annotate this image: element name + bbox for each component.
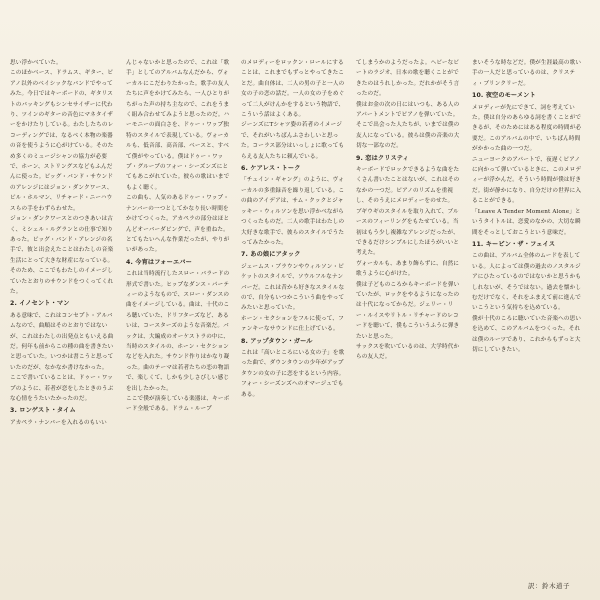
- paragraph: 僕は子どものころからキーボードを弾いていたが、ロックをやるようになったのは十代になってからだ。ジェリー・リー・ルイスやリトル・リチャードのレコードを聴いて、僕もこういうふうに弾きたいと思った。: [356, 281, 460, 340]
- text-column-5: [472, 58, 582, 568]
- paragraph: アカペラ・ナンバーを入れるのもいい: [10, 419, 107, 426]
- section-heading: 4. 今宵はフォーエバー: [126, 258, 192, 266]
- paragraph: んじゃないかと思ったので、これは「歌手」としてのアルバムなんだから、ヴォーカルにこだわりたかった。歌手の友人たちに声をかけてみたら、一人ひとりがちがった声の持ち主なので、これをうまく組み合わせてみようと思ったのだ。ハーモニーの面白さを、ドゥー・ワップ独特のスタイルで表現している。ヴォーカルも、低音部、高音部、ベースと、すべて僕がやっている。僕はドゥー・ワップ・グループのフォー・シーズンズにとてもあこがれていた。彼らの歌はいまでもよく聴く。: [126, 60, 230, 191]
- paragraph: のメロディーをロックン・ロールにすることは、これまでもずっとやってきたことだ。曲自体は、二人の男の子と一人の女の子の恋の話だ。一人の女の子をめぐって二人がけんかをするという物語で、こういう話はよくある。: [241, 60, 345, 119]
- paragraph: 「Leave A Tender Moment Alone」というタイトルは、恋愛のなかの、大切な瞬間をそっとしておこうという意味だ。: [472, 208, 581, 236]
- paragraph: これは当時流行したスロー・バラードの形式で書いた。ヒップなダンス・パーティーのようなもので、スロー・ダンスの曲をイメージしている。曲は、十代のころ聴いていた、ドリフターズなど、あるいは、コースターズのような音楽だ。バックは、大編成のオーケストラの中に、当時のスタイルの、ホーン・セクションなどを入れた。サウンド作りはかなり凝った。曲のテーマは若者たちの恋の物語で、楽しくて、しかも少しさびしい感じを出したかった。: [126, 271, 230, 392]
- paragraph: ブギウギのスタイルを取り入れて、ブルースのフィーリングをもたせている。当初はもう少し複雑なアレンジだったが、できるだけシンプルにしたほうがいいと考えた。: [356, 208, 460, 257]
- paragraph: ニューヨークのアパートで、夜遅くピアノに向かって弾いているときに、このメロディーが浮かんだ。そういう時間が僕は好きだ。街が静かになり、自分だけの世界に入ることができる。: [472, 156, 582, 205]
- paragraph: サックスを吹いているのは、大学時代からの友人だ。: [356, 343, 460, 361]
- text-column-4: [356, 58, 462, 568]
- section-heading: 7. あの娘にアタック: [241, 251, 301, 259]
- paragraph: ここで書いていることは、ドゥー・ワップのように、若者が恋をしたときのうぶな心情をうたいたかったのだ。: [10, 375, 114, 402]
- paragraph: てしまうかのようだったよ。ヘビーなビートのラジオ、日本の歌を聴くことができたのはうれしかった。だれかがそう言ったのだ。: [356, 60, 460, 98]
- text-column-2: [126, 58, 232, 568]
- paragraph: ジェームス・ブラウンやウィルソン・ピケットのスタイルで、ソウルフルなナンバーだ。これは昔から好きなスタイルなので、自分もいつかこういう曲をやってみたいと思っていた。: [241, 263, 345, 312]
- text-column-1: [10, 58, 116, 568]
- paragraph: メロディーが先にできて、詞を考えていた。僕は自分のあらゆる詞を書くことができるが、そのためにはある程度の時間が必要だ。このアルバムの中で、いちばん時間がかかった曲の一つだ。: [472, 104, 582, 153]
- paragraph: このほかベース、ドラムス、ギター、ピアノ以外のベイシックなバンドでやってみた。今日ではキーボードの、ギタリストのバッキングもシンセサイザーに代わり、ツインのギターの音色にマネタイザーをかけたりしている。わたしたちのレコーディングでは、なるべく本物の楽器の音を使うように心がけている。そのため多くのミュージシャンの協力が必要で、ホーン、ストリングスなどもふんだんに使った。ビッグ・バンド・サウンドのアレンジにはジョン・ダンクワース、ビル・ホルマン、リチャード・ニーハウスらの手をわずらわせた。: [10, 70, 114, 212]
- section-heading: 10. 夜空のモーメント: [472, 92, 536, 100]
- paragraph: ホーン・セクションをフルに使って、ファンキーなサウンドに仕上げている。: [241, 315, 344, 333]
- section-heading: 8. アップタウン・ガール: [241, 337, 313, 345]
- paragraph: ジーンズにTシャツ姿の若者のイメージで、それがいちばんふさわしいと思った。コーラス部分はいっしょに歌ってもらえる友人たちに頼んでいる。: [241, 122, 345, 160]
- section-heading: 9. 恋はクリスティ: [356, 154, 409, 162]
- translator-credit: 訳：鈴木道子: [528, 582, 570, 590]
- paragraph: これは「高いところにいる女の子」を歌った曲で、ダウンタウンの少年がアップタウンの女の子に恋をするという内容。フォー・シーズンズへのオマージュでもある。: [241, 349, 345, 398]
- paragraph: 僕はお金の次の日にはいつも、ある人のアパートメントでピアノを弾いていた。そこで出会った人たちが、いまでは僕の友人になっている。彼らは僕の音楽の大切な一部なのだ。: [356, 101, 460, 150]
- text-column-3: [241, 58, 347, 568]
- section-heading: 11. キーピン・ザ・フェイス: [472, 240, 556, 248]
- paragraph: まいそうな時などだ。僕が生涯最高の歌い手の一人だと思っているのは、クリスティ・ブリンクリーだ。: [472, 60, 582, 87]
- paragraph: この曲は、アルバム全体のムードを表している。人によっては僕の過去のノスタルジアにひたっているのではないかと思うかもしれないが、そうではない。過去を懐かしむだけでなく、それをふまえて前に進んでいこうという気持ちを込めている。: [472, 253, 582, 312]
- paragraph: 思い浮かべていた。: [10, 60, 62, 66]
- section-heading: 6. ケアレス・トーク: [241, 165, 301, 173]
- paragraph: ヴォーカルも、あまり飾らずに、自然に歌うように心がけた。: [356, 260, 460, 278]
- paragraph: ある意味で、これはコンセプト・アルバムなので、曲順はそのとおりではないが、これはわたしの出発点ともいえる曲だ。何年も前からこの種の曲を書きたいと思っていた。いつかは書こうと思っていたのだが、なかなか書けなかった。: [10, 312, 114, 371]
- paragraph: この曲も、人気のあるドゥー・ワップ・ナンバーの一つとしてかなり長い時間をかけてつくった。アカペラの部分はほとんどオーバーダビングで、声を重ねた。とてもたいへんな作業だったが、やりがいがあった。: [126, 195, 230, 254]
- paragraph: 「チェイン・ギャング」のように、ヴォーカルの多重録音を繰り返している。この曲のアイデアは、サム・クックとジャッキー・ウィルソンを思い浮かべながらつくったものだ。二人の歌手はわたしの大好きな歌手で、彼らのスタイルでうたってみたかった。: [241, 177, 345, 246]
- section-heading: 2. イノセント・マン: [10, 300, 70, 308]
- paragraph: キーボードでロックできるような曲をたくさん書いたことはないが、これはそのなかの一つだ。ピアノのリズムを重視し、そのうえにメロディーをのせた。: [356, 167, 460, 205]
- paragraph: ここで僕が演奏している楽器は、キーボード全般である。ドラム・ループ: [126, 396, 230, 413]
- paragraph: ジョン・ダンクワースとのつきあいは古く、ミシェル・ルグランとの仕事で知りあった。ビッグ・バンド・アレンジの名手で、彼と出会えたことはわたしの音楽生活にとって大きな財産になっている。そのため、ここでもわたしのイメージしていたとおりのサウンドをつくってくれた。: [10, 216, 114, 295]
- section-heading: 3. ロンゲスト・タイム: [10, 407, 76, 415]
- paragraph: 僕が十代のころに聴いていた音楽への思いを込めて、このアルバムをつくった。それは僕のルーツであり、これからもずっと大切にしていきたい。: [472, 315, 582, 353]
